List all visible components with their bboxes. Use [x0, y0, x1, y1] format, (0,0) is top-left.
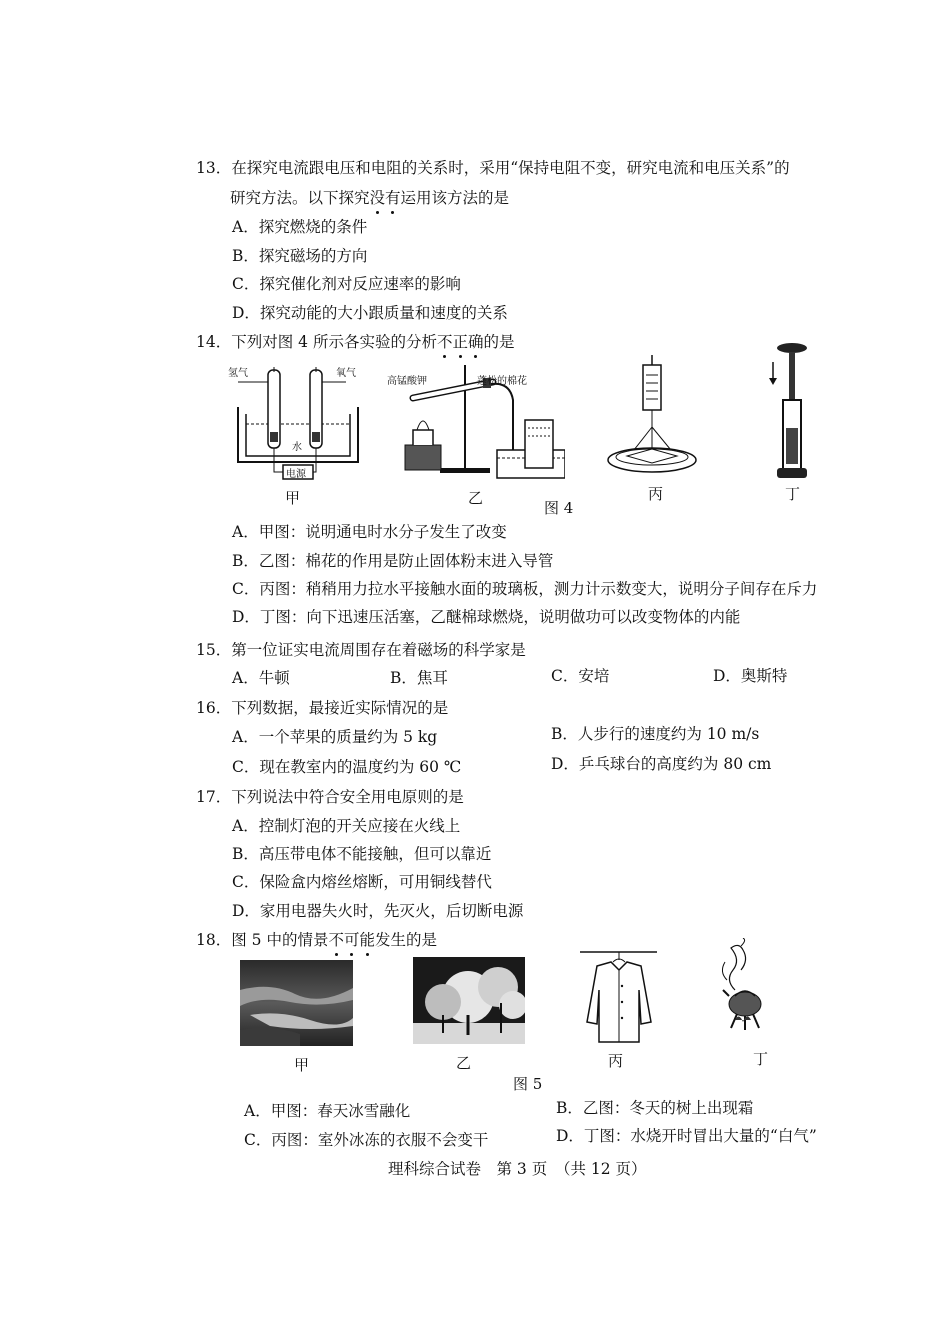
emphasis-dot: 正	[452, 333, 468, 351]
fig4-caption-bing: 丙	[648, 485, 664, 503]
fig5-caption-jia: 甲	[294, 1056, 310, 1074]
emphasis-dot: 有	[385, 189, 401, 207]
melting-snow-image	[240, 960, 353, 1046]
emphasis-dot: 能	[359, 931, 375, 949]
boiling-kettle-image	[713, 938, 773, 1033]
q17-option-b: B．高压带电体不能接触，但可以靠近	[232, 845, 492, 863]
fig5-caption-yi: 乙	[456, 1054, 472, 1072]
fig4-caption-jia: 甲	[285, 489, 301, 507]
photo-boiling-kettle	[713, 938, 773, 1033]
q18-option-d: D．丁图：水烧开时冒出大量的“白气”	[556, 1127, 817, 1145]
q18-option-c: C．丙图：室外冰冻的衣服不会变干	[244, 1131, 489, 1149]
emphasis-dot: 没	[369, 189, 386, 207]
photo-melting-snow	[240, 960, 353, 1046]
q13-stem-line1: 13．在探究电流跟电压和电阻的关系时，采用“保持电阻不变，研究电流和电压关系”的	[196, 159, 790, 177]
figure4-electrolysis	[228, 362, 368, 487]
fig5-caption-ding: 丁	[753, 1050, 769, 1068]
q13-option-d: D．探究动能的大小跟质量和速度的关系	[232, 304, 508, 322]
q15-option-d: D．奥斯特	[713, 667, 788, 685]
emphasis-dot: 不	[436, 333, 453, 351]
q13-stem-line2: 研究方法。以下探究没有运用该方法的是	[230, 189, 510, 207]
figure4-kmno4	[385, 360, 565, 482]
q14-option-b: B．乙图：棉花的作用是防止固体粉末进入导管	[232, 552, 554, 570]
q17-option-a: A．控制灯泡的开关应接在火线上	[232, 817, 461, 835]
q17-option-c: C．保险盒内熔丝熔断，可用铜线替代	[232, 873, 492, 891]
fig4-caption-yi: 乙	[468, 489, 484, 507]
label-cotton: 蓬松的棉花	[477, 376, 527, 387]
fig4-caption-ding: 丁	[785, 485, 801, 503]
q17-option-d: D．家用电器失火时，先灭火，后切断电源	[232, 902, 524, 920]
q14-option-d: D．丁图：向下迅速压活塞，乙醚棉球燃烧，说明做功可以改变物体的内能	[232, 608, 741, 626]
q16-option-c: C．现在教室内的温度约为 60 ℃	[232, 758, 462, 776]
photo-frozen-clothes	[575, 948, 660, 1048]
q13-option-c: C．探究催化剂对反应速率的影响	[232, 275, 461, 293]
label-power: 电源	[286, 469, 306, 480]
q18-option-b: B．乙图：冬天的树上出现霜	[556, 1099, 754, 1117]
figure4-compression-igniter	[765, 340, 820, 480]
q15-option-b: B．焦耳	[390, 669, 448, 687]
fig4-title: 图 4	[544, 499, 574, 517]
compression-igniter-diagram	[765, 340, 820, 480]
q17-stem: 17．下列说法中符合安全用电原则的是	[196, 788, 464, 806]
label-water: 水	[292, 442, 302, 453]
emphasis-dot: 可	[343, 931, 360, 949]
q14-stem: 14．下列对图 4 所示各实验的分析不正确的是	[196, 333, 515, 351]
q18-stem: 18．图 5 中的情景不可能发生的是	[196, 931, 438, 949]
q15-option-a: A．牛顿	[232, 669, 290, 687]
q14-option-c: C．丙图：稍稍用力拉水平接触水面的玻璃板，测力计示数变大，说明分子间存在斥力	[232, 580, 818, 598]
q15-option-c: C．安培	[551, 667, 610, 685]
label-hydrogen: 氢气	[228, 368, 248, 379]
q15-stem: 15．第一位证实电流周围存在着磁场的科学家是	[196, 641, 526, 659]
emphasis-dot: 不	[328, 931, 344, 949]
q18-option-a: A．甲图：春天冰雪融化	[244, 1102, 411, 1120]
fig5-title: 图 5	[513, 1075, 543, 1093]
q13-option-a: A．探究燃烧的条件	[232, 218, 368, 236]
q13-option-b: B．探究磁场的方向	[232, 247, 368, 265]
emphasis-dot: 确	[467, 333, 484, 351]
q16-option-d: D．乒乓球台的高度约为 80 cm	[551, 755, 772, 773]
figure4-spring-balance	[605, 355, 700, 480]
q16-option-b: B．人步行的速度约为 10 m/s	[551, 725, 760, 743]
page-footer: 理科综合试卷 第 3 页 （共 12 页）	[388, 1160, 647, 1178]
label-kmno4: 高锰酸钾	[387, 376, 427, 387]
q14-option-a: A．甲图：说明通电时水分子发生了改变	[232, 523, 507, 541]
label-oxygen: 氧气	[336, 368, 356, 379]
q16-option-a: A．一个苹果的质量约为 5 kg	[232, 728, 438, 746]
spring-balance-diagram	[605, 355, 700, 480]
fig5-caption-bing: 丙	[608, 1052, 624, 1070]
photo-frost-trees	[413, 957, 525, 1044]
frozen-clothes-image	[575, 948, 660, 1048]
q16-stem: 16．下列数据，最接近实际情况的是	[196, 699, 449, 717]
frost-trees-image	[413, 957, 525, 1044]
